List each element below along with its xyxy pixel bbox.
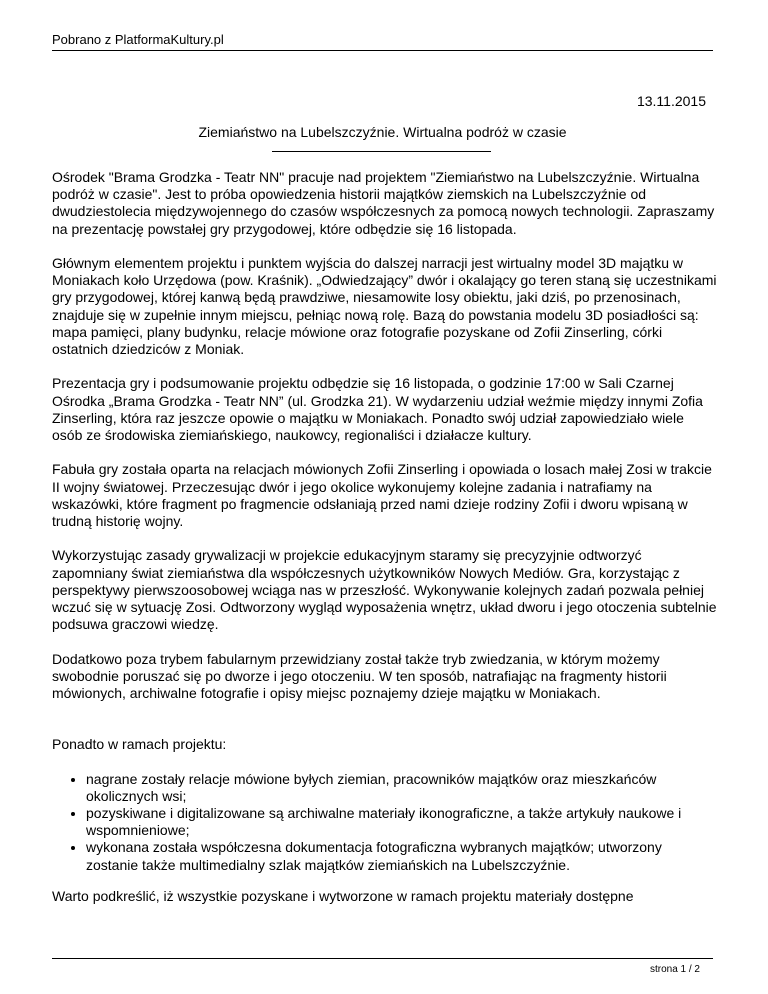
paragraph-model: Głównym elementem projektu i punktem wyjścia do dalszej narracji jest wirtualny model 3D majątku w Moniakach koło Urzędowa (pow. Kraśnik). „Odwiedzający” dwór i okalający go teren staną się uczestnikami gry przygodowej, której kanwą będą prawdziwe, niesamowite losy obiektu, jaki dziś, po przenosinach, znajduje się w zupełnie innym miejscu, pełniąc nową rolę. Bazą do powstania modelu 3D posiadłości są: mapa pamięci, plany budynku, relacje mówione oraz fotografie pozyskane od Zofii Zinserling, córki ostatnich dziedziców z Moniak. bbox=[52, 255, 717, 358]
footer-divider bbox=[52, 958, 713, 959]
list-item: • pozyskiwane i digitalizowane są archiwalne materiały ikonograficzne, a także artykuły naukowe i wspomnieniowe; bbox=[86, 805, 717, 839]
page-number: strona 1 / 2 bbox=[649, 964, 700, 975]
paragraph-closing: Warto podkreślić, iż wszystkie pozyskane i wytworzone w ramach projektu materiały dostępne bbox=[52, 888, 634, 904]
article-date: 13.11.2015 bbox=[636, 93, 706, 109]
paragraph-gamification: Wykorzystując zasady grywalizacji w projekcie edukacyjnym staramy się precyzyjnie odtworzyć zapomniany świat ziemiaństwa dla współczesnych użytkowników Nowych Mediów. Gra, korzystając z perspektywy pierwszoosobowej wciąga nas w przeszłość. Wykonywanie kolejnych zadań pozwala pełniej wczuć się w sytuację Zosi. Odtworzony wygląd wyposażenia wnętrz, układ dworu i jego otoczenia subtelnie podsuwa graczowi wiedzę. bbox=[52, 547, 717, 633]
header-divider bbox=[52, 50, 713, 51]
paragraph-plot: Fabuła gry została oparta na relacjach mówionych Zofii Zinserling i opowiada o losach małej Zosi w trakcie II wojny światowej. Przeczesując dwór i jego okolice wykonujemy kolejne zadania i natrafiamy na wskazówki, które fragment po fragmencie odsłaniają przed nami dzieje rodziny Zofii i dworu wpisaną w trudną historię wojny. bbox=[52, 461, 712, 530]
source-header: Pobrano z PlatformaKultury.pl bbox=[52, 32, 224, 47]
paragraph-tour-mode: Dodatkowo poza trybem fabularnym przewidziany został także tryb zwiedzania, w którym możemy swobodnie poruszać się po dworze i jego otoczeniu. W ten sposób, natrafiając na fragmenty historii mówionych, archiwalne fotografie i opisy miejsc poznajemy dzieje majątku w Moniakach. bbox=[52, 650, 667, 702]
project-bullet-list bbox=[52, 771, 717, 874]
article-title: Ziemiaństwo na Lubelszczyźnie. Wirtualna podróż w czasie bbox=[198, 124, 567, 140]
paragraph-intro: Ośrodek "Brama Grodzka - Teatr NN" pracuje nad projektem "Ziemiaństwo na Lubelszczyźnie. Wirtualna podróż w czasie". Jest to próba opowiedzenia historii majątków ziemskich na Lubelszczyźnie od dwudziestolecia międzywojennego do czasów współczesnych za pomocą nowych technologii. Zapraszamy na prezentację powstałej gry przygodowej, które odbędzie się 16 listopada. bbox=[52, 169, 715, 237]
paragraph-list-intro: Ponadto w ramach projektu: bbox=[52, 736, 227, 753]
list-item: • wykonana została współczesna dokumentacja fotograficzna wybranych majątków; utworzony zostanie także multimedialny szlak majątków ziemiańskich na Lubelszczyźnie. bbox=[86, 839, 717, 873]
list-item: • nagrane zostały relacje mówione byłych ziemian, pracowników majątków oraz mieszkańców okolicznych wsi; bbox=[86, 771, 717, 805]
article-body bbox=[52, 169, 717, 874]
title-underline bbox=[272, 151, 491, 152]
paragraph-presentation: Prezentacja gry i podsumowanie projektu odbędzie się 16 listopada, o godzinie 17:00 w Sali Czarnej Ośrodka „Brama Grodzka - Teatr NN” (ul. Grodzka 21). W wydarzeniu udział weźmie między innymi Zofia Zinserling, która raz jeszcze opowie o majątku w Moniakach. Ponadto swój udział zapowiedziało wiele osób ze środowiska ziemiańskiego, naukowcy, regionaliści i działacze kultury. bbox=[52, 375, 703, 444]
